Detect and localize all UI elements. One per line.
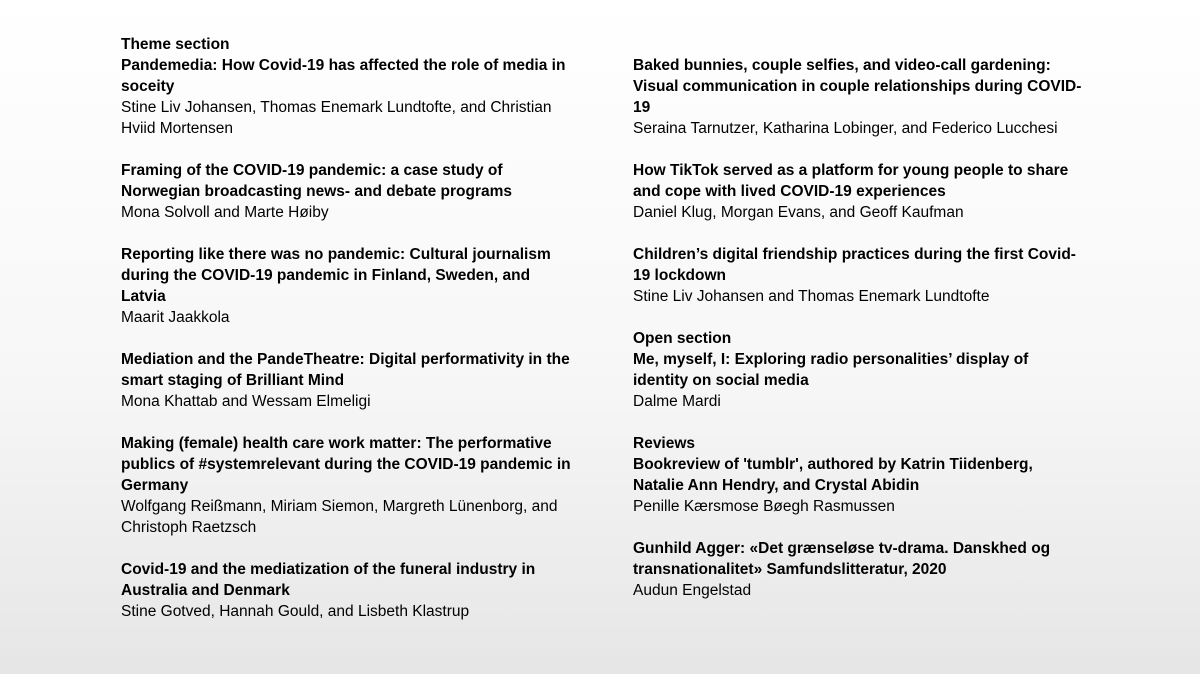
article-title: Covid-19 and the mediatization of the funeral industry in Australia and Denmark <box>121 561 536 599</box>
article-authors: Maarit Jaakkola <box>121 309 230 326</box>
article-title: Reporting like there was no pandemic: Cultural journalism during the COVID-19 pandemic in Finland, Sweden, and Latvia <box>121 246 551 305</box>
article-authors: Dalme Mardi <box>633 393 721 410</box>
article-entry <box>121 160 576 223</box>
review-title: Bookreview of 'tumblr', authored by Katrin Tiidenberg, Natalie Ann Hendry, and Crystal Abidin <box>633 456 1033 494</box>
article-title: Me, myself, I: Exploring radio personalities’ display of identity on social media <box>633 351 1029 389</box>
article-entry <box>121 55 576 139</box>
article-title: How TikTok served as a platform for young people to share and cope with lived COVID-19 experiences <box>633 162 1069 200</box>
article-authors: Seraina Tarnutzer, Katharina Lobinger, and Federico Lucchesi <box>633 120 1058 137</box>
article-entry <box>121 433 576 538</box>
article-title: Pandemedia: How Covid-19 has affected the role of media in soceity <box>121 57 566 95</box>
section-label-open: Open section <box>633 330 732 347</box>
review-entry <box>633 538 1083 601</box>
article-authors: Stine Gotved, Hannah Gould, and Lisbeth Klastrup <box>121 603 470 620</box>
article-entry <box>121 559 576 622</box>
article-authors: Mona Khattab and Wessam Elmeligi <box>121 393 371 410</box>
left-column <box>121 34 576 643</box>
article-authors: Mona Solvoll and Marte Høiby <box>121 204 329 221</box>
section-label-reviews: Reviews <box>633 435 696 452</box>
review-title: Gunhild Agger: «Det grænseløse tv-drama. Danskhed og transnationalitet» Samfundslitteratur, 2020 <box>633 540 1051 578</box>
article-entry <box>121 349 576 412</box>
article-title: Children’s digital friendship practices during the first Covid-19 lockdown <box>633 246 1076 284</box>
article-entry <box>633 244 1083 307</box>
article-authors: Wolfgang Reißmann, Miriam Siemon, Margreth Lünenborg, and Christoph Raetzsch <box>121 498 558 536</box>
right-column <box>633 55 1083 622</box>
article-title: Making (female) health care work matter: The performative publics of #systemrelevant during the COVID-19 pandemic in Germany <box>121 435 571 494</box>
reviews-section <box>633 433 1083 517</box>
article-entry <box>633 55 1083 139</box>
article-authors: Stine Liv Johansen and Thomas Enemark Lundtofte <box>633 288 990 305</box>
article-title: Baked bunnies, couple selfies, and video-call gardening: Visual communication in couple relationships during COVID-19 <box>633 57 1082 116</box>
review-author: Audun Engelstad <box>633 582 752 599</box>
open-section <box>633 328 1083 412</box>
section-label-theme: Theme section <box>121 36 230 53</box>
article-entry <box>121 244 576 328</box>
article-authors: Daniel Klug, Morgan Evans, and Geoff Kaufman <box>633 204 964 221</box>
review-author: Penille Kærsmose Bøegh Rasmussen <box>633 498 895 515</box>
article-title: Mediation and the PandeTheatre: Digital performativity in the smart staging of Brilliant Mind <box>121 351 570 389</box>
article-authors: Stine Liv Johansen, Thomas Enemark Lundtofte, and Christian Hviid Mortensen <box>121 99 552 137</box>
article-entry <box>633 160 1083 223</box>
article-title: Framing of the COVID-19 pandemic: a case study of Norwegian broadcasting news- and debate programs <box>121 162 513 200</box>
